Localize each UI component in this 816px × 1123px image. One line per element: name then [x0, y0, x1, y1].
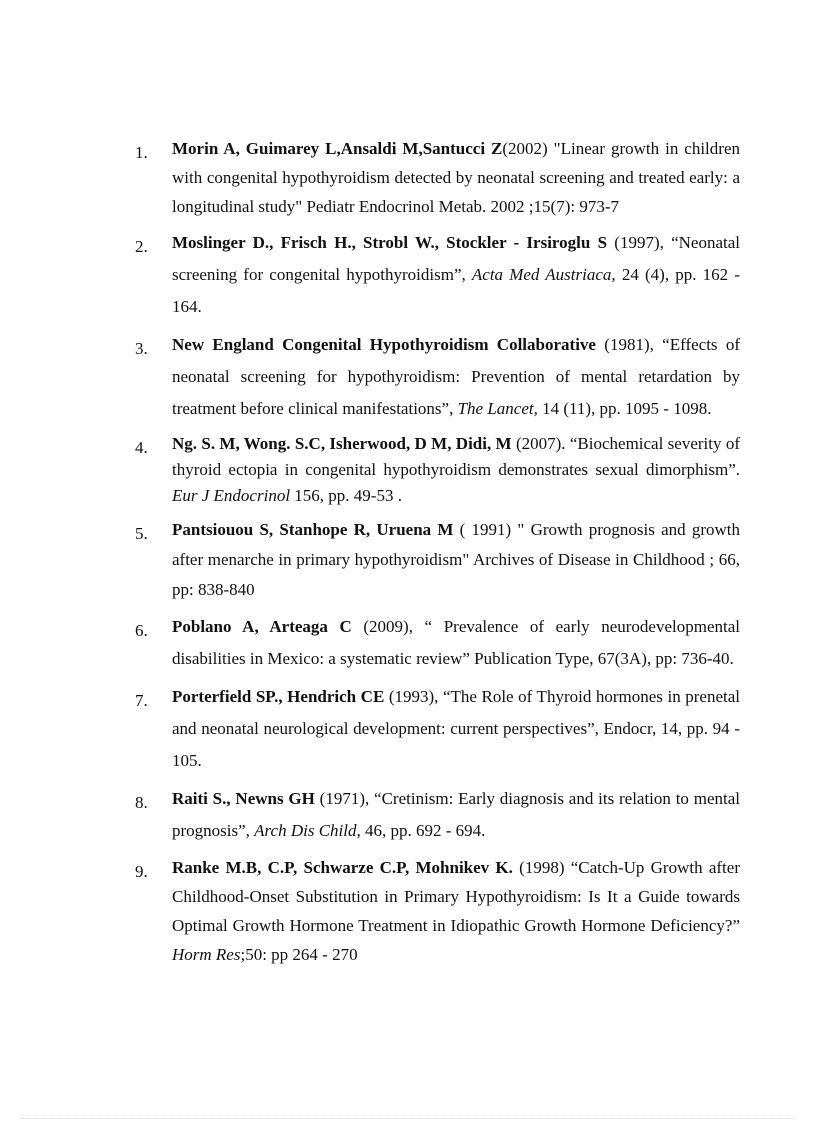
- reference-journal: Arch Dis Child,: [254, 821, 361, 840]
- reference-item-3: [135, 329, 740, 425]
- reference-number: 7.: [135, 691, 148, 710]
- reference-authors: Raiti S., Newns GH: [172, 789, 315, 808]
- reference-item-1: [135, 134, 740, 221]
- reference-text: (2002) "Linear growth in children with congenital hypothyroidism detected by neonatal screening and treated early: a longitudinal study" Pediatr Endocrinol Metab. 2002 ;15(7): 973-7: [172, 139, 740, 216]
- reference-item-4: [135, 431, 740, 509]
- reference-item-8: [135, 783, 740, 847]
- reference-item-5: [135, 515, 740, 605]
- reference-journal: Acta Med Austriaca,: [471, 265, 616, 284]
- reference-text: (2009), “ Prevalence of early neurodevelopmental disabilities in Mexico: a systematic review” Publication Type, 67(3A), pp: 736-40.: [172, 617, 740, 668]
- reference-number: 6.: [135, 621, 148, 640]
- page-footer-divider: [20, 1118, 796, 1119]
- reference-text: (1997), “Neonatal screening for congenital hypothyroidism”,: [172, 233, 740, 284]
- reference-tail: 156, pp. 49-53 .: [290, 486, 402, 505]
- reference-tail: 24 (4), pp. 162 - 164.: [172, 265, 740, 316]
- reference-authors: Pantsiouou S, Stanhope R, Uruena M: [172, 520, 454, 539]
- reference-text: (1993), “The Role of Thyroid hormones in prenetal and neonatal neurological development: current perspectives”, Endocr, 14, pp. 94 - 105.: [172, 687, 740, 770]
- reference-number: 3.: [135, 339, 148, 358]
- reference-number: 9.: [135, 862, 148, 881]
- reference-tail: 46, pp. 692 - 694.: [360, 821, 486, 840]
- reference-journal: The Lancet,: [457, 399, 538, 418]
- reference-authors: New England Congenital Hypothyroidism Collaborative: [172, 335, 596, 354]
- reference-text: (1981), “Effects of neonatal screening for hypothyroidism: Prevention of mental retardation by treatment before clinical manifestations”,: [172, 335, 741, 418]
- reference-item-6: [135, 611, 740, 675]
- reference-number: 2.: [135, 237, 148, 256]
- reference-authors: Ranke M.B, C.P, Schwarze C.P, Mohnikev K.: [172, 858, 513, 877]
- reference-text: ( 1991) " Growth prognosis and growth after menarche in primary hypothyroidism" Archives of Disease in Childhood ; 66, pp: 838-840: [172, 520, 740, 599]
- reference-item-7: [135, 681, 740, 777]
- reference-journal: Horm Res: [172, 945, 241, 964]
- reference-authors: Morin A, Guimarey L,Ansaldi M,Santucci Z: [172, 139, 503, 158]
- reference-number: 1.: [135, 143, 148, 162]
- reference-authors: Porterfield SP., Hendrich CE: [172, 687, 385, 706]
- reference-number: 4.: [135, 438, 148, 457]
- reference-item-9: [135, 853, 740, 969]
- reference-authors: Moslinger D., Frisch H., Strobl W., Stockler - Irsiroglu S: [172, 233, 608, 252]
- reference-text: (2007). “Biochemical severity of thyroid ectopia in congenital hypothyroidism demonstrates sexual dimorphism”.: [172, 434, 740, 479]
- reference-text: (1998) “Catch-Up Growth after Childhood-Onset Substitution in Primary Hypothyroidism: Is It a Guide towards Optimal Growth Hormone Treatment in Idiopathic Growth Hormone Deficiency?”: [172, 858, 740, 935]
- reference-tail: ;50: pp 264 - 270: [240, 945, 358, 964]
- reference-tail: 14 (11), pp. 1095 - 1098.: [537, 399, 712, 418]
- reference-number: 8.: [135, 793, 148, 812]
- reference-authors: Ng. S. M, Wong. S.C, Isherwood, D M, Didi, M: [172, 434, 512, 453]
- reference-journal: Eur J Endocrinol: [172, 486, 291, 505]
- reference-authors: Poblano A, Arteaga C: [172, 617, 352, 636]
- reference-list: [135, 134, 740, 975]
- reference-item-2: [135, 227, 740, 323]
- reference-text: (1971), “Cretinism: Early diagnosis and its relation to mental prognosis”,: [172, 789, 740, 840]
- reference-number: 5.: [135, 524, 148, 543]
